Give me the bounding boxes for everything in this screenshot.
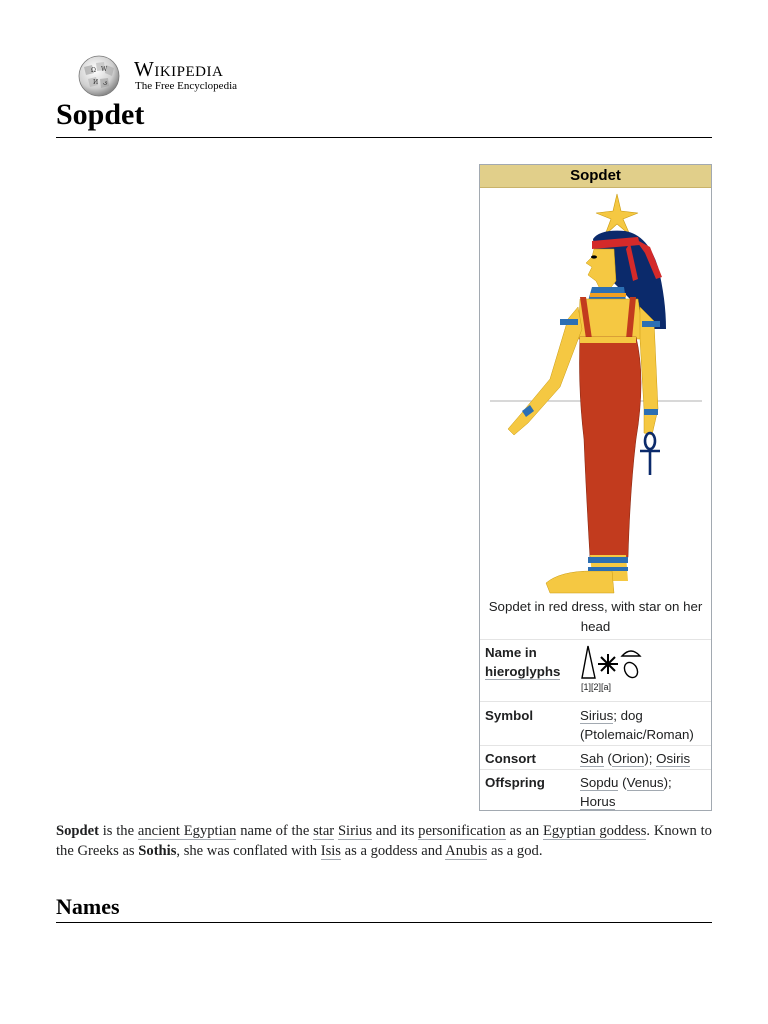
- page-title: Sopdet: [56, 98, 145, 131]
- intro-text: as a goddess and: [344, 843, 443, 859]
- svg-text:Ω: Ω: [91, 67, 96, 74]
- infobox-row-hieroglyphs: [480, 639, 711, 701]
- infobox: [479, 164, 712, 811]
- star-link[interactable]: star: [313, 823, 335, 839]
- consort-value: [580, 749, 708, 768]
- consort-sep: );: [644, 751, 657, 766]
- hieroglyph-glyphs-icon: [580, 644, 644, 682]
- svg-text:W: W: [101, 66, 108, 73]
- intro-text: , she was conflated with: [176, 843, 318, 859]
- intro-text: . Known to the Greeks as: [56, 823, 712, 859]
- venus-link[interactable]: Venus: [626, 775, 664, 790]
- infobox-row-symbol: [480, 701, 711, 745]
- intro-text: is the: [102, 823, 135, 839]
- hieroglyphs-label-line1: Name in: [485, 645, 537, 660]
- infobox-title: Sopdet: [480, 165, 711, 188]
- sirius-link[interactable]: Sirius: [337, 823, 372, 839]
- section-divider: [56, 922, 712, 923]
- intro-paragraph: [56, 821, 712, 861]
- isis-link[interactable]: Isis: [320, 843, 341, 859]
- offspring-label: Offspring: [485, 775, 545, 790]
- title-divider: [56, 137, 712, 138]
- intro-text: as an: [509, 823, 540, 839]
- infobox-row-consort: [480, 745, 711, 769]
- egyptian-goddess-link[interactable]: Egyptian goddess: [542, 823, 647, 839]
- hieroglyphs-link[interactable]: hieroglyphs: [485, 664, 561, 679]
- sopdu-link[interactable]: Sopdu: [580, 775, 619, 790]
- orion-link[interactable]: Orion: [611, 751, 645, 766]
- wikipedia-tagline: The Free Encyclopedia: [135, 80, 238, 92]
- consort-label: Consort: [485, 751, 536, 766]
- intro-text: as a god.: [491, 843, 543, 859]
- offspring-paren-open: (: [618, 775, 627, 790]
- anubis-link[interactable]: Anubis: [445, 843, 488, 859]
- hieroglyphs-label: [485, 643, 560, 681]
- sothis-term: Sothis: [138, 843, 177, 859]
- personification-link[interactable]: personification: [418, 823, 506, 839]
- infobox-caption: Sopdet in red dress, with star on her head: [488, 599, 703, 634]
- intro-text: name of the: [240, 823, 310, 839]
- ancient-egyptian-link[interactable]: ancient Egyptian: [137, 823, 237, 839]
- offspring-sep: );: [663, 775, 672, 790]
- section-heading-names: Names: [56, 894, 120, 919]
- symbol-label: Symbol: [485, 708, 534, 723]
- svg-text:И: И: [93, 79, 99, 86]
- sopdet-figure-image[interactable]: [480, 189, 711, 597]
- hieroglyph-refs[interactable]: [1][2][a]: [581, 682, 612, 692]
- horus-link[interactable]: Horus: [580, 794, 616, 809]
- star-crown-icon: [596, 194, 638, 235]
- wikipedia-globe-icon: [74, 53, 125, 97]
- symbol-value: [580, 706, 708, 744]
- sah-link[interactable]: Sah: [580, 751, 604, 766]
- intro-term: Sopdet: [56, 823, 99, 839]
- offspring-value: [580, 773, 708, 811]
- ankh-icon: [640, 433, 660, 475]
- osiris-link[interactable]: Osiris: [656, 751, 691, 766]
- intro-text: and its: [375, 823, 415, 839]
- wikipedia-wordmark: Wikipedia: [134, 57, 224, 81]
- wikipedia-logo[interactable]: [74, 53, 254, 95]
- infobox-row-offspring: [480, 769, 711, 811]
- symbol-rest: ; dog (Ptolemaic/Roman): [580, 708, 694, 742]
- svg-text:ی: ی: [103, 79, 108, 86]
- sirius-link[interactable]: Sirius: [580, 708, 614, 723]
- consort-paren-open: (: [603, 751, 612, 766]
